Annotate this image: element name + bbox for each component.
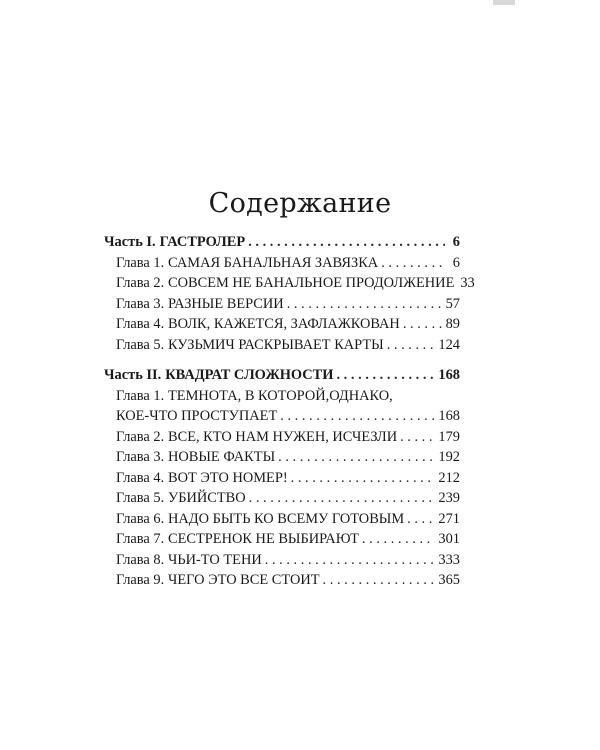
page-number: 301 bbox=[438, 531, 460, 547]
page-number: 168 bbox=[438, 408, 460, 424]
table-of-contents bbox=[104, 232, 475, 591]
page-number: 57 bbox=[445, 295, 460, 312]
dot-leader bbox=[387, 335, 436, 356]
dot-leader bbox=[278, 447, 435, 468]
page-number: 212 bbox=[438, 469, 460, 486]
chapter-title: ВОЛК, КАЖЕТСЯ, ЗАФЛАЖКОВАН bbox=[168, 316, 400, 332]
page-number: 6 bbox=[452, 234, 460, 250]
toc-chapter[interactable] bbox=[104, 273, 475, 294]
dot-leader bbox=[400, 427, 435, 448]
chapter-title: СОВСЕМ НЕ БАНАЛЬНОЕ ПРОДОЛЖЕНИЕ bbox=[168, 275, 455, 291]
page-number: 271 bbox=[438, 510, 460, 527]
toc-chapter[interactable] bbox=[104, 550, 460, 571]
page-number: 168 bbox=[438, 367, 460, 383]
dot-leader bbox=[323, 570, 436, 591]
chapter-title: РАЗНЫЕ ВЕРСИИ bbox=[168, 295, 284, 312]
page-number: 179 bbox=[438, 428, 460, 445]
page-number: 192 bbox=[438, 449, 460, 465]
chapter-title: ЧЬИ-ТО ТЕНИ bbox=[168, 551, 262, 568]
part-label: Часть I. bbox=[104, 234, 156, 250]
chapter-title: ВОТ ЭТО НОМЕР! bbox=[168, 469, 288, 486]
part-label: Часть II. bbox=[104, 367, 162, 383]
page-number: 89 bbox=[445, 316, 460, 332]
dot-leader bbox=[248, 232, 445, 253]
toc-chapter[interactable] bbox=[104, 529, 460, 550]
chapter-title: СЕСТРЕНОК НЕ ВЫБИРАЮТ bbox=[168, 531, 359, 547]
chapter-label: Глава 5. bbox=[116, 336, 165, 353]
dot-leader bbox=[280, 406, 435, 427]
chapter-title: УБИЙСТВО bbox=[168, 490, 246, 506]
toc-chapter[interactable] bbox=[104, 253, 460, 274]
chapter-label: Глава 4. bbox=[116, 316, 165, 332]
dot-leader bbox=[287, 294, 443, 315]
dot-leader bbox=[265, 550, 436, 571]
page-number: 33 bbox=[460, 275, 475, 291]
chapter-label: Глава 7. bbox=[116, 531, 165, 547]
dot-leader bbox=[381, 253, 445, 274]
chapter-label: Глава 1. bbox=[116, 254, 165, 271]
chapter-label: Глава 4. bbox=[116, 469, 165, 486]
page-number: 6 bbox=[452, 254, 460, 271]
dot-leader bbox=[291, 468, 436, 489]
toc-chapter-continuation[interactable] bbox=[104, 406, 460, 427]
dot-leader bbox=[362, 529, 435, 550]
chapter-title: ВСЕ, КТО НАМ НУЖЕН, ИСЧЕЗЛИ bbox=[168, 428, 398, 445]
toc-chapter[interactable] bbox=[104, 570, 460, 591]
dot-leader bbox=[336, 365, 435, 386]
chapter-title: ЧЕГО ЭТО ВСЕ СТОИТ bbox=[168, 572, 320, 588]
chapter-label: Глава 3. bbox=[116, 449, 165, 465]
chapter-label: Глава 2. bbox=[116, 428, 165, 445]
dot-leader bbox=[249, 488, 436, 509]
scan-corner-mark bbox=[493, 0, 515, 5]
page-number: 365 bbox=[438, 572, 460, 588]
chapter-label: Глава 6. bbox=[116, 510, 165, 527]
chapter-title: САМАЯ БАНАЛЬНАЯ ЗАВЯЗКА bbox=[168, 254, 379, 271]
toc-part-2[interactable] bbox=[104, 365, 460, 386]
toc-chapter[interactable] bbox=[104, 447, 460, 468]
toc-chapter[interactable] bbox=[104, 427, 460, 448]
chapter-label: Глава 3. bbox=[116, 295, 165, 312]
chapter-title: ТЕМНОТА, В КОТОРОЙ,ОДНАКО, bbox=[168, 387, 393, 404]
toc-chapter[interactable] bbox=[104, 488, 460, 509]
page-number: 333 bbox=[438, 551, 460, 568]
chapter-label: Глава 8. bbox=[116, 551, 165, 568]
part-title: ГАСТРОЛЕР bbox=[159, 234, 246, 250]
toc-chapter[interactable] bbox=[104, 335, 460, 356]
chapter-title-continuation: КОЕ-ЧТО ПРОСТУПАЕТ bbox=[116, 408, 278, 424]
toc-chapter[interactable] bbox=[104, 509, 460, 530]
page-number: 124 bbox=[438, 336, 460, 353]
chapter-title: НАДО БЫТЬ КО ВСЕМУ ГОТОВЫМ bbox=[168, 510, 405, 527]
toc-chapter[interactable] bbox=[104, 386, 460, 407]
chapter-label: Глава 2. bbox=[116, 275, 165, 291]
chapter-title: НОВЫЕ ФАКТЫ bbox=[168, 449, 276, 465]
toc-part-1[interactable] bbox=[104, 232, 460, 253]
toc-chapter[interactable] bbox=[104, 294, 460, 315]
chapter-label: Глава 5. bbox=[116, 490, 165, 506]
chapter-label: Глава 9. bbox=[116, 572, 165, 588]
chapter-title: КУЗЬМИЧ РАСКРЫВАЕТ КАРТЫ bbox=[168, 336, 384, 353]
dot-leader bbox=[407, 509, 435, 530]
toc-chapter[interactable] bbox=[104, 468, 460, 489]
page-title: Содержание bbox=[208, 188, 392, 220]
page-number: 239 bbox=[438, 490, 460, 506]
chapter-label: Глава 1. bbox=[116, 387, 165, 404]
toc-chapter[interactable] bbox=[104, 314, 460, 335]
dot-leader bbox=[403, 314, 443, 335]
part-title: КВАДРАТ СЛОЖНОСТИ bbox=[165, 367, 334, 383]
